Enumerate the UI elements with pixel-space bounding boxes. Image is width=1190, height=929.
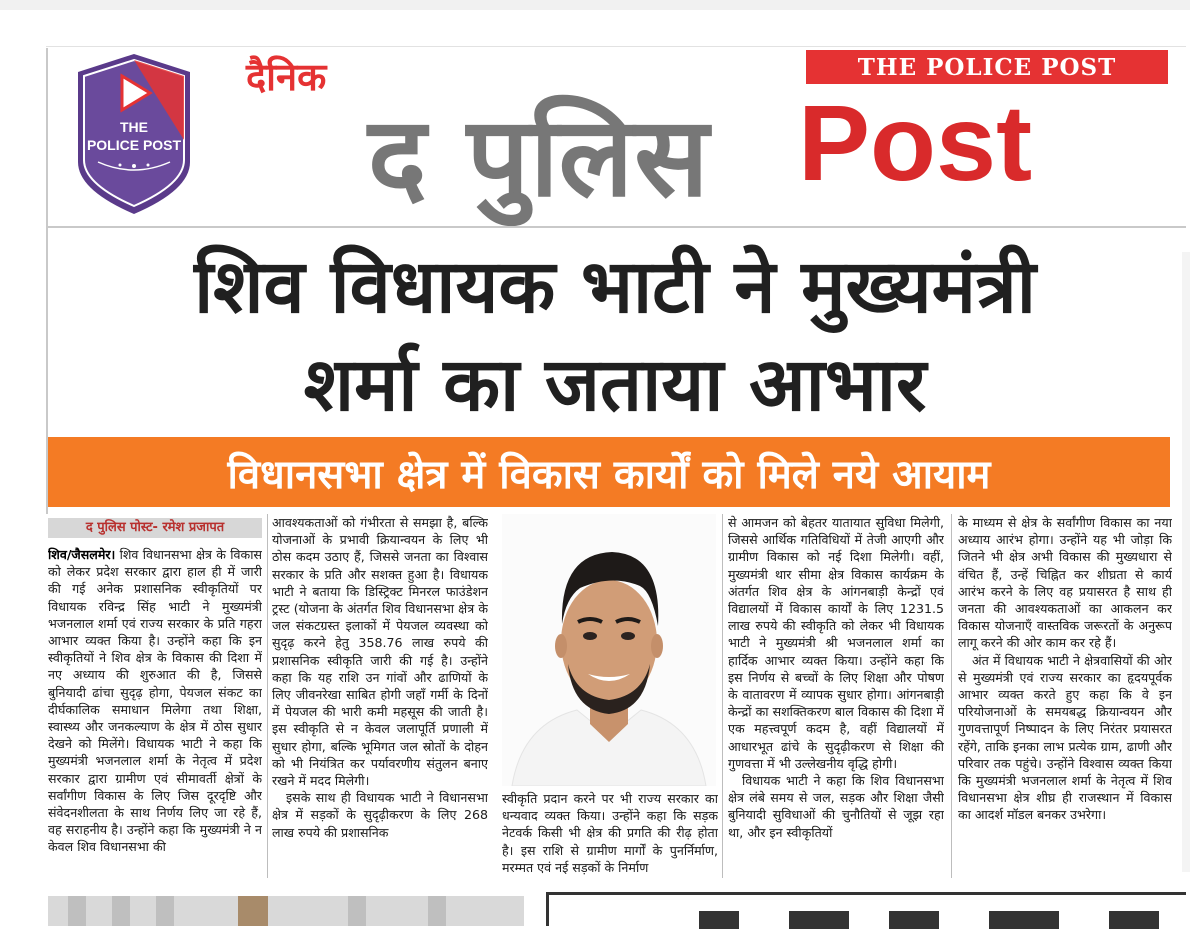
police-post-logo [68, 50, 200, 218]
article-column-4 [728, 514, 944, 878]
article-column-1 [48, 546, 262, 876]
article-column-5 [958, 514, 1172, 878]
mla-photo [502, 514, 716, 786]
col2-paragraph-2: इसके साथ ही विधायक भाटी ने विधानसभा क्षेत्र में सड़कों के सुदृढ़ीकरण के लिए 268 लाख रुपये की प्रशासनिक [272, 790, 488, 840]
col1-paragraph-1: शिव विधानसभा क्षेत्र के विकास को लेकर प्रदेश सरकार द्वारा हाल ही में जारी की गई अनेक प्रशासनिक स्वीकृतियों पर विधायक रविन्द्र सिंह भाटी ने मुख्यमंत्री भजनलाल शर्मा एवं राज्य सरकार के प्रति गहरा आभार व्यक्त किया है। उन्होंने कहा कि इन स्वीकृतियों ने शिव क्षेत्र के विकास की दिशा में नए अध्याय की शुरुआत की है, जिससे बुनियादी ढांचा सुदृढ़ होगा, पेयजल संकट का दीर्घकालिक समाधान मिलेगा तथा शिक्षा, स्वास्थ्य और जनकल्याण के क्षेत्र में ठोस सुधार देखने को मिलेंगे। विधायक भाटी ने कहा कि मुख्यमंत्री भजनलाल शर्मा के नेतृत्व में प्रदेश सरकार द्वारा ग्रामीण एवं सीमावर्ती क्षेत्रों के सर्वांगीण विकास के लिए जिस दूरदृष्टि और संवेदनशीलता के साथ निर्णय लिए जा रहे हैं, वह सराहनीय है। उन्होंने कहा कि मुख्यमंत्री ने न केवल शिव विधानसभा की [48, 547, 262, 855]
next-article-photo-fragment [48, 896, 524, 926]
masthead-bottom-rule [46, 226, 1186, 228]
col3-paragraph-1: स्वीकृति प्रदान करने पर भी राज्य सरकार का धन्यवाद व्यक्त किया। उन्होंने कहा कि सड़क नेटवर्क किसी भी क्षेत्र की प्रगति की रीढ़ होता है। इस राशि से ग्रामीण मार्गों के पुनर्निर्माण, मरम्मत एवं नई सड़कों के निर्माण [502, 791, 718, 875]
col4-paragraph-2: विधायक भाटी ने कहा कि शिव विधानसभा क्षेत्र लंबे समय से जल, सड़क और शिक्षा जैसी बुनियादी सुविधाओं की चुनौतियों से जूझ रहा था, और इन स्वीकृतियों [728, 773, 944, 840]
next-headline-fragment [546, 892, 1186, 926]
article-column-3 [502, 790, 718, 878]
logo-text-police-post: POLICE POST [86, 137, 182, 153]
article-column-2 [272, 514, 488, 876]
col5-paragraph-1: के माध्यम से क्षेत्र के सर्वांगीण विकास का नया अध्याय आरंभ होगा। उन्होंने यह भी जोड़ा कि जितने भी क्षेत्र अभी विकास की मुख्यधारा से वंचित हैं, उन्हें चिह्नित कर शीघ्रता से कार्य आरंभ करने के लिए वह प्रयासरत है साथ ही जनता की आवश्यकताओं का आकलन कर विकास योजनाएँ वास्तविक जरूरतों के अनुरूप लागू करने की ओर काम कर रहे हैं। [958, 515, 1172, 651]
column-separator [722, 514, 723, 878]
headline-line-1: शिव विधायक भाटी ने मुख्यमंत्री [194, 244, 1036, 330]
column-separator [951, 514, 952, 878]
brand-bar: THE POLICE POST [806, 50, 1168, 84]
byline: द पुलिस पोस्ट- रमेश प्रजापत [48, 518, 262, 538]
col4-paragraph-1: से आमजन को बेहतर यातायात सुविधा मिलेगी, जिससे आर्थिक गतिविधियों में तेजी आएगी और ग्रामीण विकास को नई दिशा मिलेगी। वहीं, मुख्यमंत्री थार सीमा क्षेत्र विकास कार्यक्रम के अंतर्गत शिव क्षेत्र के आंगनबाड़ी केन्द्रों एवं विद्यालयों में विकास कार्यों के लिए 1231.5 लाख रुपये की स्वीकृति को लेकर भी विधायक भाटी ने मुख्यमंत्री श्री भजनलाल शर्मा का हार्दिक आभार व्यक्त किया। उन्होंने कहा कि इस निर्णय से बच्चों के लिए शिक्षा और पोषण के वातावरण में व्यापक सुधार होगा। आंगनबाड़ी केन्द्रों का सशक्तिकरण बाल विकास की दिशा में एक महत्त्वपूर्ण कदम है, वहीं विद्यालयों में आधारभूत ढांचे के सुदृढ़ीकरण से शिक्षा की गुणवत्ता में भी उल्लेखनीय वृद्धि होगी। [728, 515, 944, 771]
brand-name-english: Post [798, 82, 1033, 203]
top-strip [0, 0, 1190, 10]
dateline: शिव/जैसलमेर। [48, 547, 116, 562]
logo-text-the: THE [120, 119, 148, 135]
brand-name-hindi: द पुलिस [368, 93, 710, 221]
headline-line-2: शर्मा का जताया आभार [303, 342, 927, 428]
dainik-label: दैनिक [246, 55, 327, 99]
col2-paragraph-1: आवश्यकताओं को गंभीरता से समझा है, बल्कि योजनाओं के प्रभावी क्रियान्वयन के लिए भी ठोस कदम उठाए हैं, जिससे जनता का विश्वास सरकार के प्रति और सशक्त हुआ है। विधायक भाटी ने बताया कि डिस्ट्रिक्ट मिनरल फाउंडेशन ट्रस्ट (योजना के अंतर्गत शिव विधानसभा क्षेत्र के जल संकटग्रस्त इलाकों में पेयजल व्यवस्था को सुदृढ़ करने हेतु 358.76 लाख रुपये की प्रशासनिक स्वीकृति जारी की गई है। उन्होंने कहा कि यह राशि उन गांवों और ढाणियों के लिए जीवनरेखा साबित होगी जहाँ गर्मी के दिनों में पेयजल की भारी कमी महसूस की जाती है। इस स्वीकृति से न केवल जलापूर्ति प्रणाली में सुधार होगा, बल्कि भूमिगत जल स्रोतों के दोहन को भी नियंत्रित कर पर्यावरणीय संतुलन बनाए रखने में मदद मिलेगी। [272, 515, 488, 789]
right-page-edge [1182, 252, 1190, 872]
column-separator [267, 514, 268, 878]
col5-paragraph-2: अंत में विधायक भाटी ने क्षेत्रवासियों की ओर से मुख्यमंत्री एवं राज्य सरकार का हृदयपूर्वक आभार व्यक्त करते हुए कहा कि वे इन परियोजनाओं के समयबद्ध क्रियान्वयन और गुणवत्तापूर्ण निष्पादन के लिए निरंतर प्रयासरत रहेंगे, ताकि इनका लाभ प्रत्येक ग्राम, ढाणी और परिवार तक पहुंचे। उन्होंने विश्वास व्यक्त किया कि मुख्यमंत्री भजनलाल शर्मा के नेतृत्व में शिव विधानसभा क्षेत्र शीघ्र ही राजस्थान में विकास का आदर्श मॉडल बनकर उभरेगा। [958, 652, 1172, 823]
headline [60, 238, 1170, 434]
subheadline-banner: विधानसभा क्षेत्र में विकास कार्यों को मिले नये आयाम [48, 437, 1170, 507]
masthead-top-rule [46, 46, 1186, 47]
